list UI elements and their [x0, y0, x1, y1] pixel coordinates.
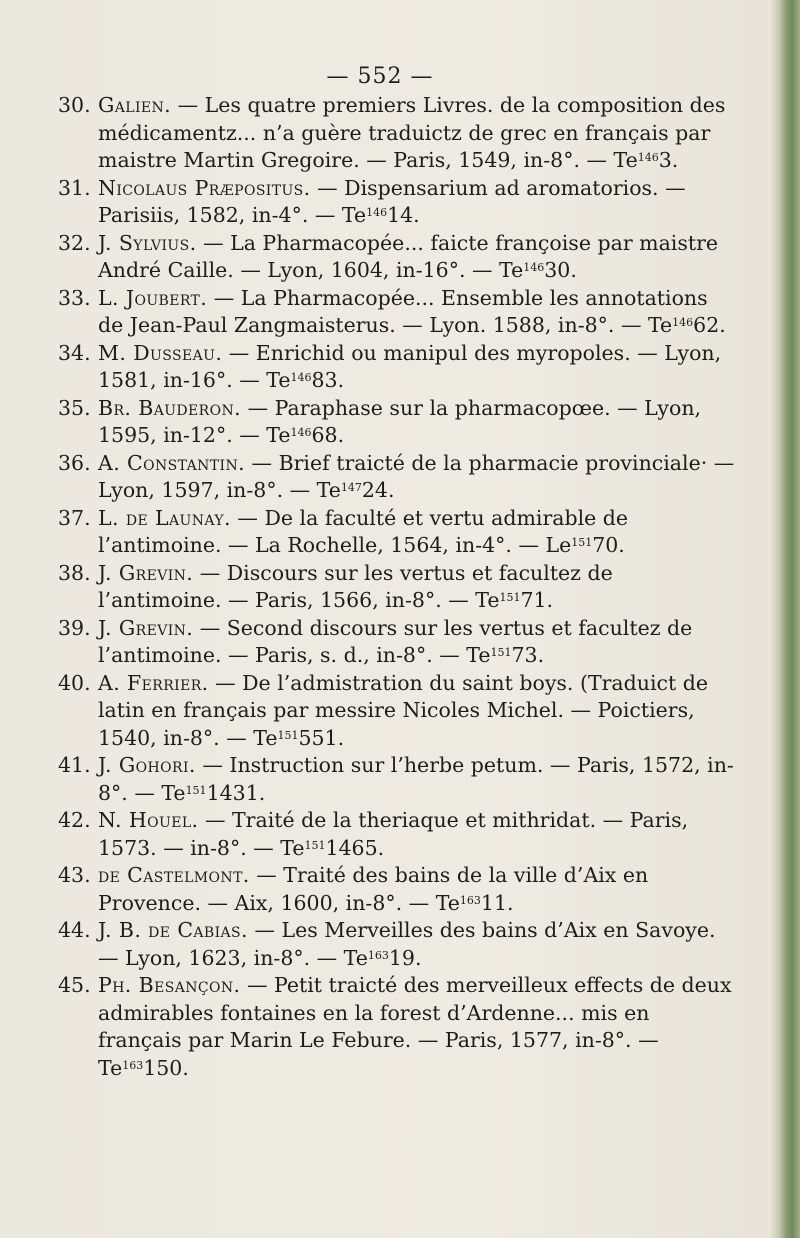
- entry-number: 39.: [58, 615, 91, 640]
- entry-text: — Second discours sur les vertus et facultez de l’antimoine. — Paris, s. d., in-8°. — Te: [98, 615, 693, 667]
- shelfmark-superscript: 147: [340, 481, 362, 494]
- shelfmark-number: 62.: [693, 313, 726, 337]
- shelfmark-number: 14.: [387, 203, 420, 227]
- entry-text: — La Pharmacopée... Ensemble les annotations de Jean-Paul Zangmaisterus. — Lyon. 1588, in-8°. — Te: [98, 285, 708, 337]
- entry-body: [98, 230, 738, 285]
- entry-body: [98, 752, 738, 807]
- shelfmark-superscript: 146: [290, 371, 312, 384]
- shelfmark-number: 83.: [311, 368, 345, 392]
- shelfmark-number: 30.: [544, 258, 577, 282]
- entry-number: 35.: [58, 395, 91, 420]
- page-edge-shadow: [770, 0, 800, 1238]
- shelfmark-number: 24.: [361, 478, 395, 502]
- shelfmark-number: 150.: [143, 1055, 189, 1080]
- entry-author: A. Ferrier.: [98, 670, 209, 695]
- bibliography-entry: [58, 395, 738, 450]
- shelfmark-superscript: 151: [571, 536, 593, 549]
- entry-text: — Les Merveilles des bains d’Aix en Savoye. — Lyon, 1623, in-8°. — Te: [98, 918, 716, 970]
- entry-text: — Enrichid ou manipul des myropoles. — Lyon, 1581, in-16°. — Te: [98, 340, 722, 392]
- entry-text: — Paraphase sur la pharmacopœe. — Lyon, 1595, in-12°. — Te: [98, 395, 702, 447]
- entry-body: [98, 450, 738, 505]
- shelfmark-superscript: 163: [122, 1058, 144, 1072]
- entry-text: — La Pharmacopée... faicte françoise par maistre André Caille. — Lyon, 1604, in-16°. — Te: [98, 230, 719, 282]
- shelfmark-superscript: 151: [490, 646, 512, 659]
- entry-author: L. de Launay.: [98, 505, 231, 530]
- shelfmark-number: 3.: [658, 148, 679, 172]
- entry-number: 38.: [58, 560, 91, 585]
- entry-body: [98, 917, 738, 972]
- bibliography-entry: [58, 807, 738, 862]
- shelfmark-superscript: 151: [304, 838, 326, 852]
- bibliography-entry: [58, 917, 738, 972]
- entry-text: — Traité de la theriaque et mithridat. — Paris, 1573. — in-8°. — Te: [98, 808, 689, 860]
- shelfmark-superscript: 151: [185, 783, 207, 797]
- bibliography-entry: [58, 615, 738, 670]
- entry-author: N. Houel.: [98, 808, 199, 832]
- entry-text: — Instruction sur l’herbe petum. — Paris, 1572, in-8°. — Te: [98, 753, 734, 805]
- entry-number: 43.: [58, 863, 91, 887]
- shelfmark-superscript: 163: [367, 948, 389, 962]
- bibliography-entry: [58, 670, 738, 753]
- bibliography-entry: [58, 92, 738, 175]
- entry-body: [98, 615, 738, 670]
- entry-body: [98, 340, 738, 395]
- entry-body: [98, 972, 738, 1082]
- entry-number: 44.: [58, 918, 91, 942]
- bibliography-entry: [58, 450, 738, 505]
- entry-body: [98, 92, 738, 175]
- entry-text: — Discours sur les vertus et facultez de l’antimoine. — Paris, 1566, in-8°. — Te: [98, 560, 613, 612]
- entry-text: — Les quatre premiers Livres. de la composition des médicamentz... n’a guère traduictz de grec en français par maistre Martin Gregoire. — Paris, 1549, in-8°. — Te: [98, 93, 726, 172]
- shelfmark-number: 68.: [311, 423, 345, 447]
- entry-body: [98, 862, 738, 917]
- entry-number: 37.: [58, 505, 91, 530]
- entry-author: J. Grevin.: [98, 615, 194, 640]
- entry-author: Nicolaus Præpositus.: [98, 175, 311, 200]
- page-number: — 552 —: [326, 64, 434, 89]
- entry-author: Ph. Besançon.: [98, 973, 241, 997]
- entry-number: 42.: [58, 808, 91, 832]
- entry-number: 45.: [58, 973, 91, 997]
- shelfmark-number: 1431.: [206, 780, 266, 805]
- bibliography-entry: [58, 972, 738, 1082]
- shelfmark-number: 71.: [520, 588, 554, 612]
- entry-author: Br. Bauderon.: [98, 395, 242, 420]
- bibliography-entry: [58, 285, 738, 340]
- entry-author: Galien.: [98, 93, 172, 117]
- bibliography-list: [58, 92, 738, 1082]
- entry-number: 34.: [58, 340, 91, 365]
- entry-text: — De l’admistration du saint boys. (Traduict de latin en français par messire Nicoles Michel. — Poictiers, 1540, in-8°. — Te: [98, 670, 709, 750]
- entry-author: A. Constantin.: [98, 450, 246, 475]
- bibliography-entry: [58, 505, 738, 560]
- entry-body: [98, 670, 738, 753]
- entry-author: J. Grevin.: [98, 560, 194, 585]
- shelfmark-superscript: 151: [277, 728, 299, 742]
- shelfmark-number: 1465.: [325, 835, 385, 860]
- entry-number: 40.: [58, 670, 91, 695]
- entry-author: M. Dusseau.: [98, 340, 223, 365]
- shelfmark-superscript: 146: [523, 261, 545, 274]
- bibliography-entry: [58, 560, 738, 615]
- bibliography-entry: [58, 862, 738, 917]
- shelfmark-number: 11.: [480, 890, 514, 915]
- bibliography-entry: [58, 175, 738, 230]
- entry-author: J. Gohori.: [98, 753, 196, 777]
- entry-author: de Castelmont.: [98, 863, 250, 887]
- shelfmark-number: 70.: [592, 533, 625, 557]
- entry-body: [98, 505, 738, 560]
- shelfmark-number: 73.: [511, 643, 545, 667]
- entry-author: J. B. de Cabias.: [98, 918, 248, 942]
- entry-text: — Brief traicté de la pharmacie provinciale· — Lyon, 1597, in-8°. — Te: [98, 450, 735, 502]
- entry-body: [98, 285, 738, 340]
- shelfmark-number: 19.: [388, 945, 422, 970]
- entry-text: — Petit traicté des merveilleux effects de deux admirables fontaines en la forest d’Ardenne... mis en français par Marin Le Febure. — Paris, 1577, in-8°. — Te: [98, 973, 732, 1080]
- entry-number: 31.: [58, 175, 91, 200]
- entry-author: L. Joubert.: [98, 285, 208, 310]
- shelfmark-superscript: 146: [637, 151, 659, 164]
- bibliography-entry: [58, 340, 738, 395]
- shelfmark-superscript: 151: [499, 591, 521, 604]
- entry-body: [98, 560, 738, 615]
- entry-number: 36.: [58, 450, 91, 475]
- shelfmark-superscript: 163: [459, 893, 481, 907]
- shelfmark-superscript: 146: [672, 316, 694, 329]
- shelfmark-superscript: 146: [290, 426, 312, 439]
- entry-body: [98, 807, 738, 862]
- entry-text: — De la faculté et vertu admirable de l’antimoine. — La Rochelle, 1564, in-4°. — Le: [98, 505, 629, 557]
- shelfmark-superscript: 146: [366, 206, 388, 219]
- entry-text: — Dispensarium ad aromatorios. — Parisiis, 1582, in-4°. — Te: [98, 175, 686, 227]
- entry-number: 32.: [58, 230, 91, 255]
- bibliography-entry: [58, 230, 738, 285]
- shelfmark-number: 551.: [298, 725, 345, 750]
- entry-text: — Traité des bains de la ville d’Aix en Provence. — Aix, 1600, in-8°. — Te: [98, 863, 649, 915]
- entry-author: J. Sylvius.: [98, 230, 197, 255]
- entry-number: 30.: [58, 93, 91, 117]
- entry-body: [98, 175, 738, 230]
- bibliography-entry: [58, 752, 738, 807]
- entry-body: [98, 395, 738, 450]
- entry-number: 33.: [58, 285, 91, 310]
- entry-number: 41.: [58, 753, 91, 777]
